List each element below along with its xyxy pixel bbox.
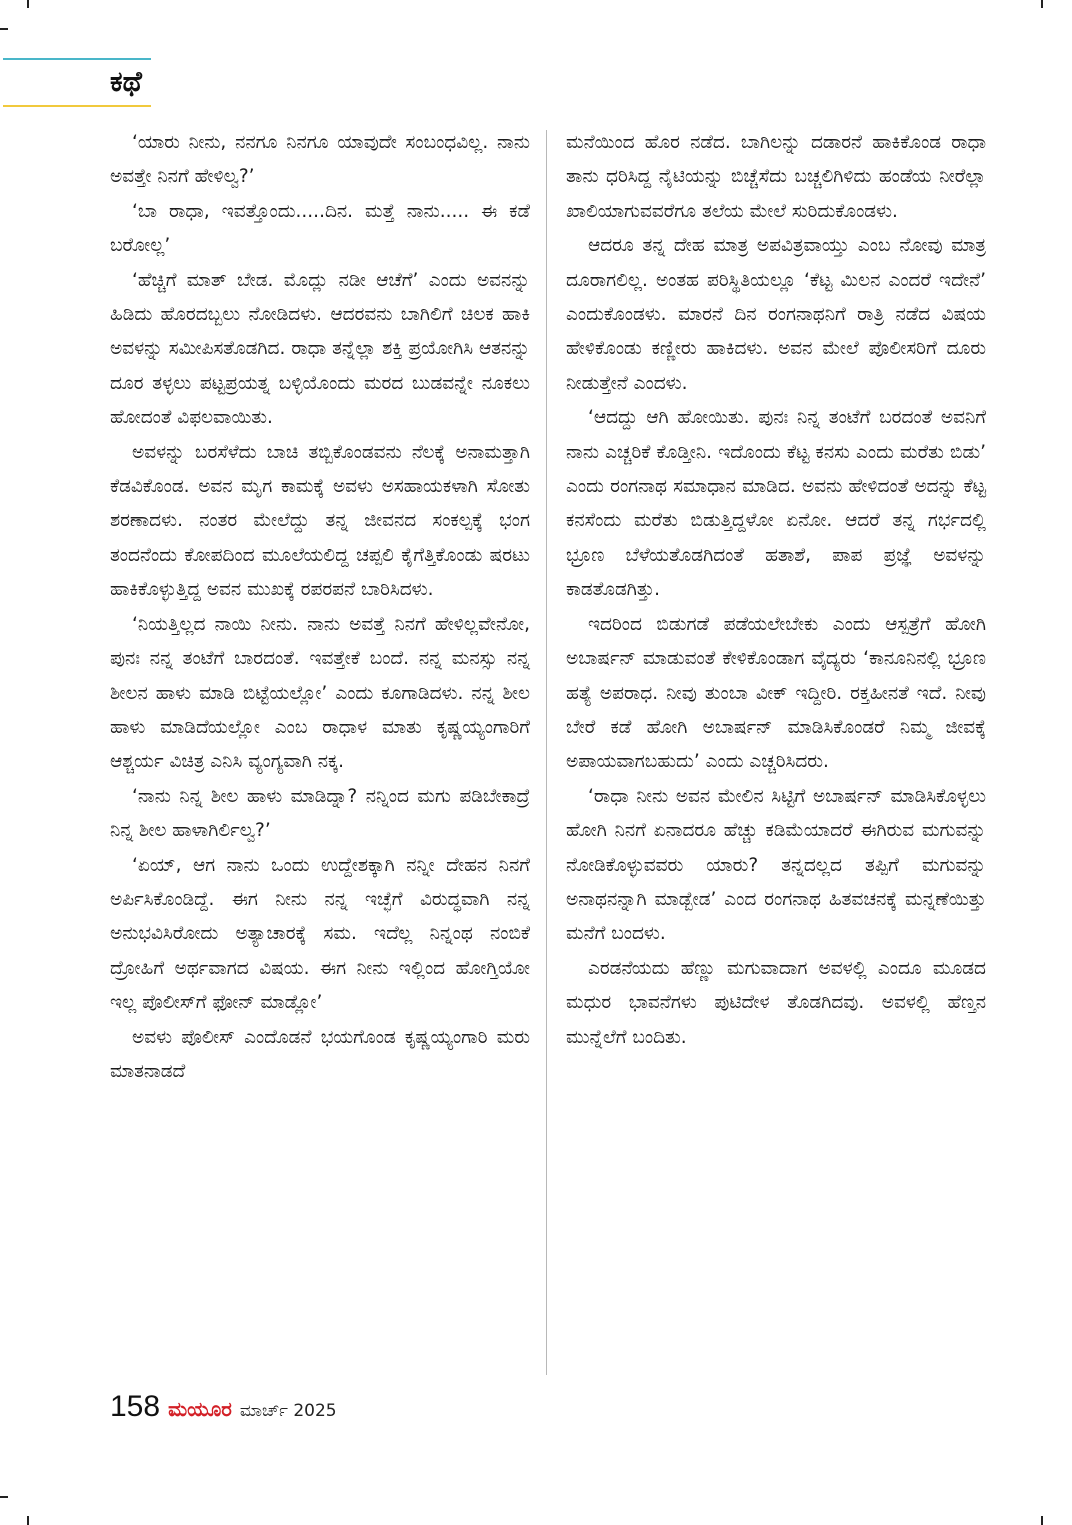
paragraph: ಅವಳನ್ನು ಬರಸೆಳೆದು ಬಾಚಿ ತಬ್ಬಿಕೊಂಡವನು ನೆಲಕ್ಕೆ ಅನಾಮತ್ತಾಗಿ ಕೆಡವಿಕೊಂಡ. ಅವನ ಮೃಗ ಕಾಮಕ್ಕೆ ಅವಳು ಅಸಹಾಯಕಳಾಗಿ ಸೋತು ಶರಣಾದಳು. ನಂತರ ಮೇಲೆದ್ದು ತನ್ನ ಜೀವನದ ಸಂಕಲ್ಪಕ್ಕೆ ಭಂಗ ತಂದನೆಂದು ಕೋಪದಿಂದ ಮೂಲೆಯಲಿದ್ದ ಚಪ್ಪಲಿ ಕೈಗೆತ್ತಿಕೊಂಡು ಷರಟು ಹಾಕಿಕೊಳ್ಳುತ್ತಿದ್ದ ಅವನ ಮುಖಕ್ಕೆ ರಪರಪನೆ ಬಾರಿಸಿದಳು.	[110, 441, 530, 601]
section-rule-bottom	[3, 105, 151, 107]
right-column	[566, 126, 986, 1055]
paragraph: ‘ಹೆಚ್ಚಿಗೆ ಮಾತ್ ಬೇಡ. ಮೊದ್ಲು ನಡೀ ಆಚೆಗೆ’ ಎಂದು ಅವನನ್ನು ಹಿಡಿದು ಹೊರದಬ್ಬಲು ನೋಡಿದಳು. ಆದರವನು ಬಾಗಿಲಿಗೆ ಚಿಲಕ ಹಾಕಿ ಅವಳನ್ನು ಸಮೀಪಿಸತೊಡಗಿದ. ರಾಧಾ ತನ್ನೆಲ್ಲಾ ಶಕ್ತಿ ಪ್ರಯೋಗಿಸಿ ಆತನನ್ನು ದೂರ ತಳ್ಳಲು ಪಟ್ಟಪ್ರಯತ್ನ ಬಳ್ಳಿಯೊಂದು ಮರದ ಬುಡವನ್ನೇ ನೂಕಲು ಹೋದಂತೆ ವಿಫಲವಾಯಿತು.	[110, 269, 530, 429]
crop-mark	[1041, 1516, 1043, 1525]
issue-date: ಮಾರ್ಚ್ 2025	[239, 1401, 337, 1421]
paragraph: ಎರಡನೆಯದು ಹೆಣ್ಣು ಮಗುವಾದಾಗ ಅವಳಲ್ಲಿ ಎಂದೂ ಮೂಡದ ಮಧುರ ಭಾವನೆಗಳು ಪುಟಿದೇಳ ತೊಡಗಿದವು. ಅವಳಲ್ಲಿ ಹೆಣ್ತನ ಮುನ್ನೆಲೆಗೆ ಬಂದಿತು.	[566, 957, 986, 1048]
crop-mark	[0, 1496, 8, 1498]
paragraph: ಆದರೂ ತನ್ನ ದೇಹ ಮಾತ್ರ ಅಪವಿತ್ರವಾಯ್ತು ಎಂಬ ನೋವು ಮಾತ್ರ ದೂರಾಗಲಿಲ್ಲ. ಅಂತಹ ಪರಿಸ್ಥಿತಿಯಲ್ಲೂ ‘ಕೆಟ್ಟ ಮಿಲನ ಎಂದರೆ ಇದೇನೆ’ ಎಂದುಕೊಂಡಳು. ಮಾರನೆ ದಿನ ರಂಗನಾಥನಿಗೆ ರಾತ್ರಿ ನಡೆದ ವಿಷಯ ಹೇಳಿಕೊಂಡು ಕಣ್ಣೀರು ಹಾಕಿದಳು. ಅವನ ಮೇಲೆ ಪೊಲೀಸರಿಗೆ ದೂರು ನೀಡುತ್ತೇನೆ ಎಂದಳು.	[566, 235, 986, 394]
crop-mark	[0, 28, 8, 30]
paragraph: ‘ಆದದ್ದು ಆಗಿ ಹೋಯಿತು. ಪುನಃ ನಿನ್ನ ತಂಟೆಗೆ ಬರದಂತೆ ಅವನಿಗೆ ನಾನು ಎಚ್ಚರಿಕೆ ಕೊಡ್ತೀನಿ. ಇದೊಂದು ಕೆಟ್ಟ ಕನಸು ಎಂದು ಮರೆತು ಬಿಡು’ ಎಂದು ರಂಗನಾಥ ಸಮಾಧಾನ ಮಾಡಿದ. ಅವನು ಹೇಳಿದಂತೆ ಅದನ್ನು ಕೆಟ್ಟ ಕನಸೆಂದು ಮರೆತು ಬಿಡುತ್ತಿದ್ದಳೋ ಏನೋ. ಆದರೆ ತನ್ನ ಗರ್ಭದಲ್ಲಿ ಭ್ರೂಣ ಬೆಳೆಯತೊಡಗಿದಂತೆ ಹತಾಶೆ, ಪಾಪ ಪ್ರಜ್ಞೆ ಅವಳನ್ನು ಕಾಡತೊಡಗಿತ್ತು.	[566, 407, 986, 601]
paragraph: ಮನೆಯಿಂದ ಹೊರ ನಡೆದ. ಬಾಗಿಲನ್ನು ದಡಾರನೆ ಹಾಕಿಕೊಂಡ ರಾಧಾ ತಾನು ಧರಿಸಿದ್ದ ನೈಟಿಯನ್ನು ಬಿಚ್ಚೆಸೆದು ಬಚ್ಚಲಿಗಿಳಿದು ಹಂಡೆಯ ನೀರೆಲ್ಲಾ ಖಾಲಿಯಾಗುವವರೆಗೂ ತಲೆಯ ಮೇಲೆ ಸುರಿದುಕೊಂಡಳು.	[566, 132, 986, 222]
paragraph: ಅವಳು ಪೊಲೀಸ್ ಎಂದೊಡನೆ ಭಯಗೊಂಡ ಕೃಷ್ಣಯ್ಯಂಗಾರಿ ಮರು ಮಾತನಾಡದೆ	[110, 1026, 530, 1082]
section-rule-top	[3, 58, 151, 60]
page-number: 158	[110, 1390, 161, 1423]
paragraph: ಇದರಿಂದ ಬಿಡುಗಡೆ ಪಡೆಯಲೇಬೇಕು ಎಂದು ಆಸ್ಪತ್ರೆಗೆ ಹೋಗಿ ಅಬಾರ್ಷನ್ ಮಾಡುವಂತೆ ಕೇಳಿಕೊಂಡಾಗ ವೈದ್ಯರು ‘ಕಾನೂನಿನಲ್ಲಿ ಭ್ರೂಣ ಹತ್ಯೆ ಅಪರಾಧ. ನೀವು ತುಂಬಾ ವೀಕ್ ಇದ್ದೀರಿ. ರಕ್ತಹೀನತೆ ಇದೆ. ನೀವು ಬೇರೆ ಕಡೆ ಹೋಗಿ ಅಬಾರ್ಷನ್ ಮಾಡಿಸಿಕೊಂಡರೆ ನಿಮ್ಮ ಜೀವಕ್ಕೆ ಅಪಾಯವಾಗಬಹುದು’ ಎಂದು ಎಚ್ಚರಿಸಿದರು.	[566, 613, 986, 773]
paragraph: ‘ನಿಯತ್ತಿಲ್ಲದ ನಾಯಿ ನೀನು. ನಾನು ಅವತ್ತೆ ನಿನಗೆ ಹೇಳಿಲ್ಲವೇನೋ, ಪುನಃ ನನ್ನ ತಂಟೆಗೆ ಬಾರದಂತೆ. ಇವತ್ತೇಕೆ ಬಂದೆ. ನನ್ನ ಮನಸ್ಸು ನನ್ನ ಶೀಲನ ಹಾಳು ಮಾಡಿ ಬಿಟ್ಟೆಯಲ್ಲೋ’ ಎಂದು ಕೂಗಾಡಿದಳು. ನನ್ನ ಶೀಲ ಹಾಳು ಮಾಡಿದೆಯಲ್ಲೋ ಎಂಬ ರಾಧಾಳ ಮಾತು ಕೃಷ್ಣಯ್ಯಂಗಾರಿಗೆ ಆಶ್ಚರ್ಯ ವಿಚಿತ್ರ ಎನಿಸಿ ವ್ಯಂಗ್ಯವಾಗಿ ನಕ್ಕ.	[110, 613, 530, 773]
paragraph: ‘ರಾಧಾ ನೀನು ಅವನ ಮೇಲಿನ ಸಿಟ್ಟಿಗೆ ಅಬಾರ್ಷನ್ ಮಾಡಿಸಿಕೊಳ್ಳಲು ಹೋಗಿ ನಿನಗೆ ಏನಾದರೂ ಹೆಚ್ಚು ಕಡಿಮೆಯಾದರೆ ಈಗಿರುವ ಮಗುವನ್ನು ನೋಡಿಕೊಳ್ಳುವವರು ಯಾರು? ತನ್ನದಲ್ಲದ ತಪ್ಪಿಗೆ ಮಗುವನ್ನು ಅನಾಥನನ್ನಾಗಿ ಮಾಡ್ಬೇಡ’ ಎಂದ ರಂಗನಾಥ ಹಿತವಚನಕ್ಕೆ ಮನ್ನಣೆಯಿತ್ತು ಮನೆಗೆ ಬಂದಳು.	[566, 785, 986, 945]
section-title: ಕಥೆ	[110, 65, 142, 98]
paragraph: ‘ಏಯ್, ಆಗ ನಾನು ಒಂದು ಉದ್ದೇಶಕ್ಕಾಗಿ ನನ್ನೀ ದೇಹನ ನಿನಗೆ ಅರ್ಪಿಸಿಕೊಂಡಿದ್ದೆ. ಈಗ ನೀನು ನನ್ನ ಇಚ್ಛೆಗೆ ವಿರುದ್ಧವಾಗಿ ನನ್ನ ಅನುಭವಿಸಿರೋದು ಅತ್ಯಾಚಾರಕ್ಕೆ ಸಮ. ಇದೆಲ್ಲ ನಿನ್ನಂಥ ನಂಬಿಕೆ ದ್ರೋಹಿಗೆ ಅರ್ಥವಾಗದ ವಿಷಯ. ಈಗ ನೀನು ಇಲ್ಲಿಂದ ಹೋಗ್ತಿಯೋ ಇಲ್ಲ ಪೊಲೀಸ್‌ಗೆ ಫೋನ್ ಮಾಡ್ಲೋ’	[110, 854, 530, 1014]
crop-mark	[27, 1516, 29, 1525]
paragraph: ‘ಬಾ ರಾಧಾ, ಇವತ್ತೊಂದು.....ದಿನ. ಮತ್ತೆ ನಾನು..... ಈ ಕಡೆ ಬರೋಲ್ಲ’	[110, 200, 530, 257]
crop-mark	[1041, 0, 1043, 8]
paragraph: ‘ಯಾರು ನೀನು, ನನಗೂ ನಿನಗೂ ಯಾವುದೇ ಸಂಬಂಧವಿಲ್ಲ. ನಾನು ಅವತ್ತೇ ನಿನಗೆ ಹೇಳಿಲ್ವ?’	[110, 132, 530, 188]
page-footer	[110, 1390, 337, 1430]
paragraph: ‘ನಾನು ನಿನ್ನ ಶೀಲ ಹಾಳು ಮಾಡಿದ್ನಾ? ನನ್ನಿಂದ ಮಗು ಪಡಿಬೇಕಾದ್ರೆ ನಿನ್ನ ಶೀಲ ಹಾಳಾಗಿರ್ಲಿಲ್ವ?’	[110, 785, 530, 842]
crop-mark	[27, 0, 29, 8]
magazine-logo: ಮಯೂರ	[168, 1397, 232, 1421]
column-divider	[546, 130, 547, 1375]
left-column	[110, 126, 530, 1089]
